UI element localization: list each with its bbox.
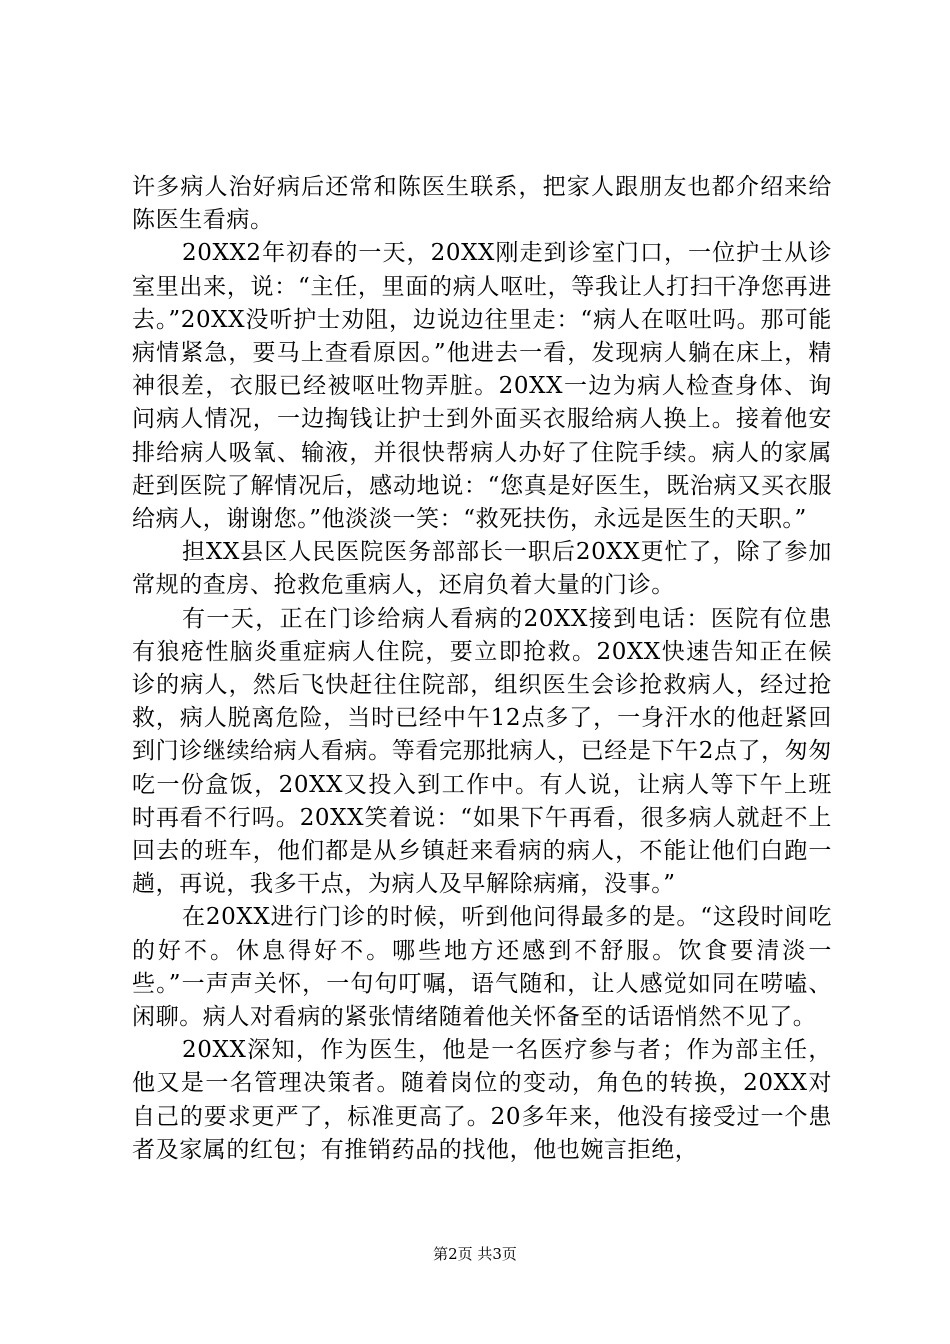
page-number: 第2页 共3页 [433,1245,517,1263]
paragraph-2: 20XX2年初春的一天，20XX刚走到诊室门口，一位护士从诊室里出来，说：“主任，里面的病人呕吐，等我让人打扫干净您再进去。”20XX没听护士劝阻，边说边往里走：“病人在呕吐吗。那可能病情紧急，要马上查看原因。”他进去一看，发现病人躺在床上，精神很差，衣服已经被呕吐物弄脏。20XX一边为病人检查身体、询问病人情况，一边掏钱让护士到外面买衣服给病人换上。接着他安排给病人吸氧、输液，并很快帮病人办好了住院手续。病人的家属赶到医院了解情况后，感动地说：“您真是好医生，既治病又买衣服给病人，谢谢您。”他淡淡一笑：“救死扶伤，永远是医生的天职。” [132,240,832,533]
paragraph-4: 有一天，正在门诊给病人看病的20XX接到电话：医院有位患有狼疮性脑炎重症病人住院，要立即抢救。20XX快速告知正在候诊的病人，然后飞快赶往住院部，组织医生会诊抢救病人，经过抢救，病人脱离危险，当时已经中午12点多了，一身汗水的他赶紧回到门诊继续给病人看病。等看完那批病人，已经是下午2点了，匆匆吃一份盒饭，20XX又投入到工作中。有人说，让病人等下午上班时再看不行吗。20XX笑着说：“如果下午再看，很多病人就赶不上回去的班车，他们都是从乡镇赶来看病的病人，不能让他们白跑一趟，再说，我多干点，为病人及早解除病痛，没事。” [132,605,832,898]
body-text [132,171,832,1167]
paragraph-1: 许多病人治好病后还常和陈医生联系，把家人跟朋友也都介绍来给陈医生看病。 [132,174,832,234]
paragraph-6: 20XX深知，作为医生，他是一名医疗参与者；作为部主任，他又是一名管理决策者。随着岗位的变动，角色的转换，20XX对自己的要求更严了，标准更高了。20多年来，他没有接受过一个患者及家属的红包；有推销药品的找他，他也婉言拒绝， [132,1037,832,1163]
paragraph-3: 担XX县区人民医院医务部部长一职后20XX更忙了，除了参加常规的查房、抢救危重病人，还肩负着大量的门诊。 [132,539,832,599]
paragraph-5: 在20XX进行门诊的时候，听到他问得最多的是。“这段时间吃的好不。休息得好不。哪些地方还感到不舒服。饮食要清淡一些。”一声声关怀，一句句叮嘱，语气随和，让人感觉如同在唠嗑、闲聊。病人对看病的紧张情绪随着他关怀备至的话语悄然不见了。 [132,904,832,1031]
page-footer [0,1244,950,1264]
